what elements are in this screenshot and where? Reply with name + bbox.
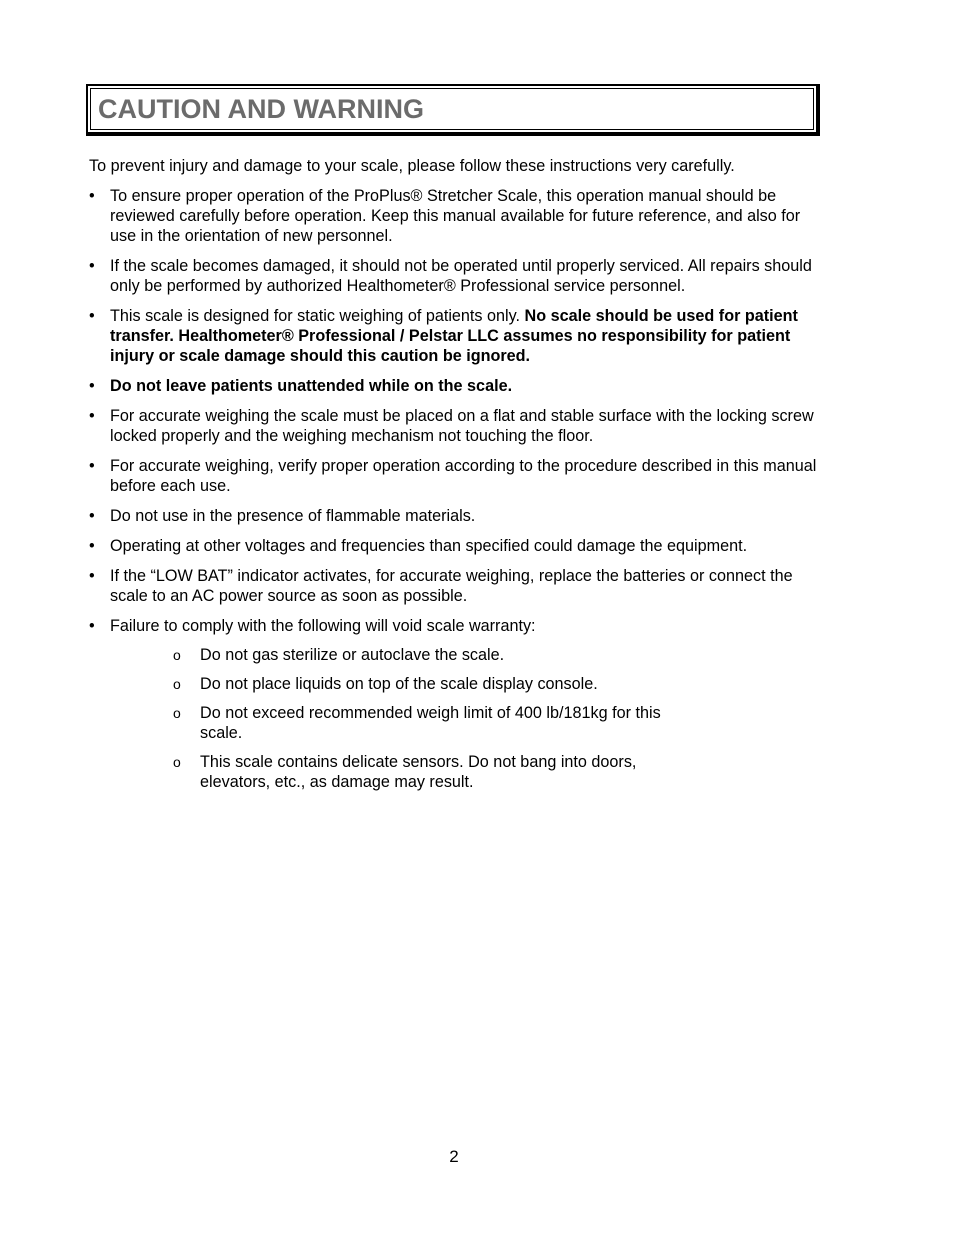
list-item: • Operating at other voltages and frequencies than specified could damage the equipment.: [89, 537, 748, 555]
circle-bullet-icon: o: [173, 676, 181, 692]
circle-bullet-icon: o: [173, 705, 181, 721]
bullet-icon: •: [89, 407, 95, 425]
sub-list-item: o This scale contains delicate sensors. Do not bang into doors, elevators, etc., as damage may result.: [173, 753, 637, 791]
caution-list: [89, 186, 824, 802]
list-item: • If the scale becomes damaged, it should not be operated until properly serviced. All repairs should only be performed by authorized Healthometer® Professional service personnel.: [89, 257, 812, 295]
list-item: • Failure to comply with the following will void scale warranty: o Do not gas sterilize or autoclave the scale. o Do not place liquids on top of the scale display console. o Do not exceed recommended weigh limit of 400 lb/181kg for this scale. o This scale contains delicate sensors. Do not bang into doors, elevators, etc., as damage may result.: [89, 616, 824, 792]
intro-paragraph: To prevent injury and damage to your scale, please follow these instructions very carefully.: [89, 157, 735, 175]
list-item: • To ensure proper operation of the ProPlus® Stretcher Scale, this operation manual should be reviewed carefully before operation. Keep this manual available for future reference, and also for use in the orientation of new personnel.: [89, 187, 801, 245]
list-item: • Do not use in the presence of flammable materials.: [89, 507, 476, 525]
list-item: • Do not leave patients unattended while on the scale.: [89, 377, 513, 395]
bullet-icon: •: [89, 537, 95, 555]
bullet-icon: •: [89, 457, 95, 475]
list-item: • For accurate weighing, verify proper operation according to the procedure described in this manual before each use.: [89, 457, 817, 495]
bullet-icon: •: [89, 187, 95, 205]
section-title: CAUTION AND WARNING: [98, 94, 424, 124]
sub-list-item: o Do not gas sterilize or autoclave the scale.: [173, 646, 505, 664]
bullet-icon: •: [89, 567, 95, 585]
bullet-icon: •: [89, 617, 95, 635]
warranty-sublist: [173, 645, 703, 792]
page-number: 2: [449, 1147, 459, 1166]
bullet-icon: •: [89, 377, 95, 395]
sub-list-item: o Do not place liquids on top of the scale display console.: [173, 675, 598, 693]
bullet-icon: •: [89, 257, 95, 275]
circle-bullet-icon: o: [173, 647, 181, 663]
sub-list-item: o Do not exceed recommended weigh limit of 400 lb/181kg for this scale.: [173, 704, 661, 742]
bullet-icon: •: [89, 307, 95, 325]
circle-bullet-icon: o: [173, 754, 181, 770]
list-item: • This scale is designed for static weighing of patients only. No scale should be used for patient transfer. Healthometer® Professional / Pelstar LLC assumes no responsibility for patient injury or scale damage should this caution be ignored.: [89, 307, 798, 365]
section-title-box: [86, 84, 820, 136]
list-item: • If the “LOW BAT” indicator activates, for accurate weighing, replace the batteries or connect the scale to an AC power source as soon as possible.: [89, 567, 793, 605]
list-item: • For accurate weighing the scale must be placed on a flat and stable surface with the locking screw locked properly and the weighing mechanism not touching the floor.: [89, 407, 814, 445]
bullet-icon: •: [89, 507, 95, 525]
